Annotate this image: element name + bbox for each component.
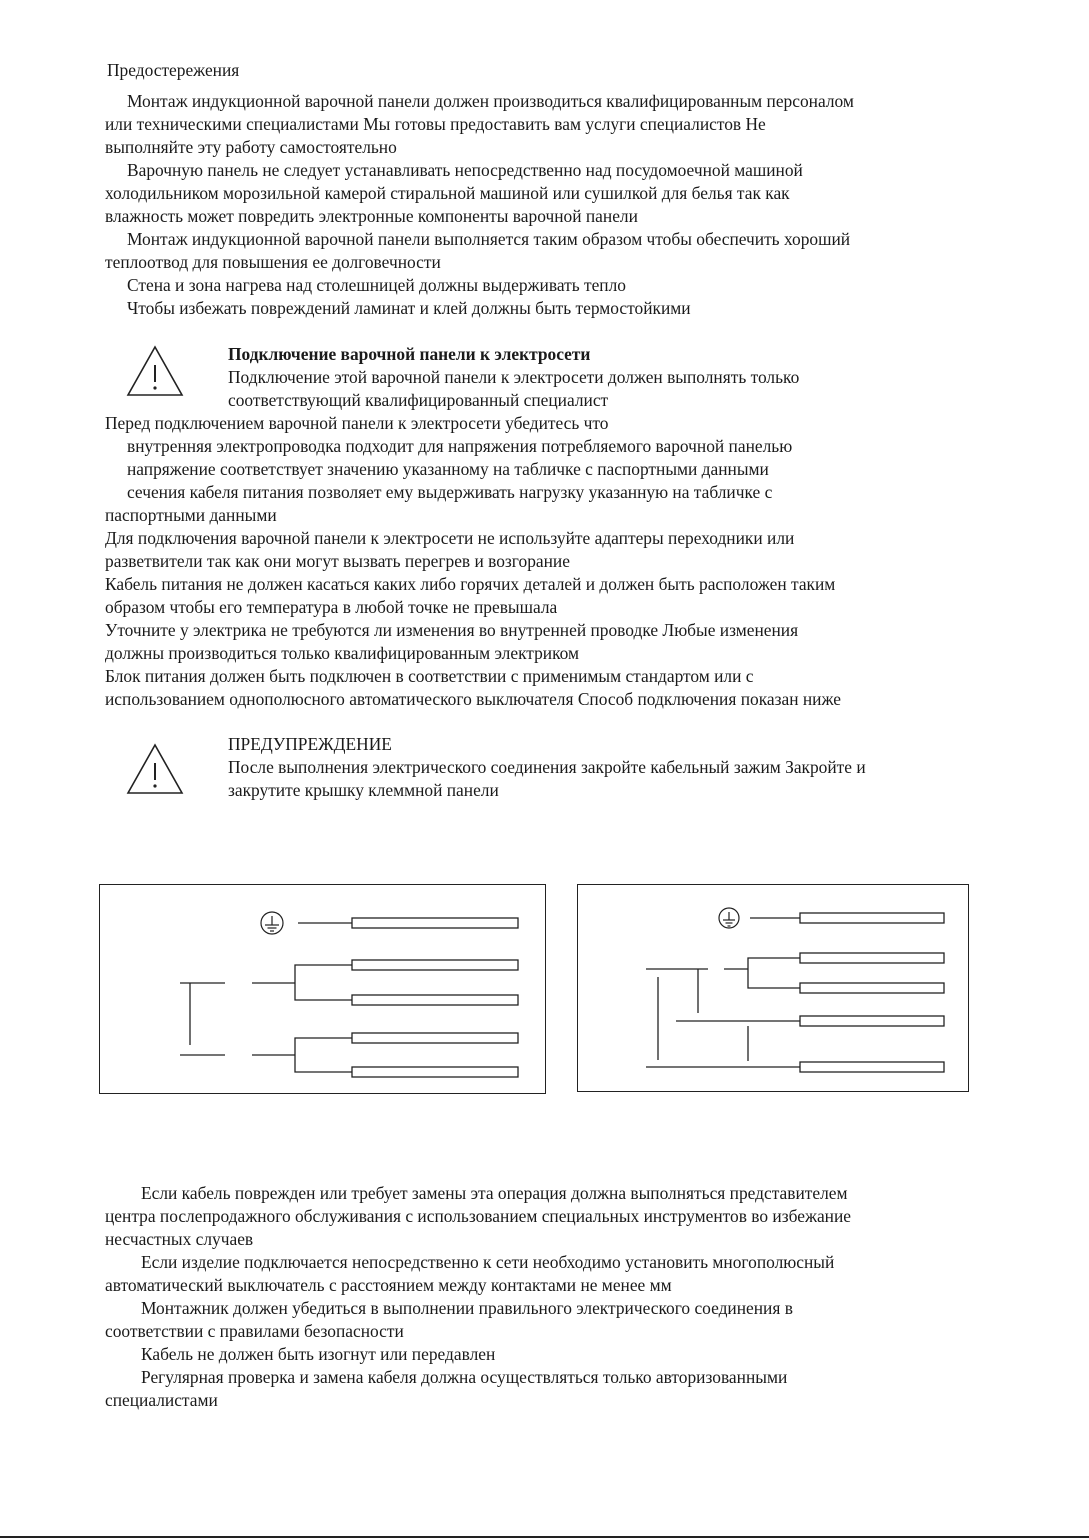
wiring-diagram-single-phase xyxy=(99,884,546,1094)
connection-line: Для подключения варочной панели к электросети не используйте адаптеры переходники или xyxy=(105,528,795,548)
cable-note-line: центра послепродажного обслуживания с использованием специальных инструментов во избежание xyxy=(105,1206,852,1226)
ground-symbol-icon xyxy=(261,912,283,934)
warning-line: закрутите крышку клеммной панели xyxy=(228,780,499,800)
terminal-bar xyxy=(800,983,944,993)
precaution-line: Монтаж индукционной варочной панели выполняется таким образом чтобы обеспечить хороший xyxy=(127,229,851,249)
cable-note-line: соответствии с правилами безопасности xyxy=(105,1321,404,1341)
terminal-bar xyxy=(800,913,944,923)
cable-note-line: Монтажник должен убедиться в выполнении правильного электрического соединения в xyxy=(141,1298,793,1318)
connection-intro-line: соответствующий квалифицированный специалист xyxy=(228,390,609,410)
precaution-line: Стена и зона нагрева над столешницей должны выдерживать тепло xyxy=(127,275,626,295)
precaution-line: Варочную панель не следует устанавливать непосредственно над посудомоечной машиной xyxy=(127,160,803,180)
connection-heading: Подключение варочной панели к электросети xyxy=(228,344,591,364)
page-bottom-rule xyxy=(0,1536,1089,1538)
precaution-line: выполняйте эту работу самостоятельно xyxy=(105,137,397,157)
connection-line: разветвители так как они могут вызвать перегрев и возгорание xyxy=(105,551,570,571)
connection-line: Перед подключением варочной панели к электросети убедитесь что xyxy=(105,413,609,433)
terminal-bar xyxy=(352,1033,518,1043)
connection-line: Кабель питания не должен касаться каких либо горячих деталей и должен быть расположен таким xyxy=(105,574,836,594)
cable-note-line: Регулярная проверка и замена кабеля должна осуществляться только авторизованными xyxy=(141,1367,788,1387)
connection-line: паспортными данными xyxy=(105,505,277,525)
cable-note-line: Если изделие подключается непосредственно к сети необходимо установить многополюсный xyxy=(141,1252,835,1272)
connection-line: должны производиться только квалифицированным электриком xyxy=(105,643,580,663)
connection-line: Уточните у электрика не требуются ли изменения во внутренней проводке Любые изменения xyxy=(105,620,799,640)
connection-line: использованием однополюсного автоматического выключателя Способ подключения показан ниже xyxy=(105,689,841,709)
cable-note-line: Если кабель поврежден или требует замены эта операция должна выполняться представителем xyxy=(141,1183,848,1203)
page-title: Предостережения xyxy=(107,60,240,80)
cable-note-line: автоматический выключатель с расстоянием между контактами не менее мм xyxy=(105,1275,672,1295)
connection-intro-line: Подключение этой варочной панели к электросети должен выполнять только xyxy=(228,367,800,387)
warning-triangle-icon xyxy=(126,743,184,795)
precaution-line: теплоотвод для повышения ее долговечности xyxy=(105,252,441,272)
precaution-line: или техническими специалистами Мы готовы предоставить вам услуги специалистов Не xyxy=(105,114,766,134)
connection-line: образом чтобы его температура в любой точке не превышала xyxy=(105,597,558,617)
precaution-line: Чтобы избежать повреждений ламинат и клей должны быть термостойкими xyxy=(127,298,691,318)
precaution-line: Монтаж индукционной варочной панели должен производиться квалифицированным персоналом xyxy=(127,91,854,111)
ground-symbol-icon xyxy=(719,908,739,928)
terminal-bar xyxy=(800,953,944,963)
connection-line: сечения кабеля питания позволяет ему выдерживать нагрузку указанную на табличке с xyxy=(127,482,773,502)
warning-triangle-icon xyxy=(126,345,184,397)
terminal-bar xyxy=(800,1016,944,1026)
connection-line: Блок питания должен быть подключен в соответствии с применимым стандартом или с xyxy=(105,666,754,686)
terminal-bar xyxy=(800,1062,944,1072)
wiring-diagram-two-phase xyxy=(577,884,969,1092)
warning-line: После выполнения электрического соединения закройте кабельный зажим Закройте и xyxy=(228,757,866,777)
cable-note-line: несчастных случаев xyxy=(105,1229,254,1249)
cable-note-line: Кабель не должен быть изогнут или передавлен xyxy=(141,1344,496,1364)
cable-note-line: специалистами xyxy=(105,1390,218,1410)
terminal-bar xyxy=(352,960,518,970)
terminal-bar xyxy=(352,918,518,928)
connection-line: напряжение соответствует значению указанному на табличке с паспортными данными xyxy=(127,459,769,479)
warning-heading: ПРЕДУПРЕЖДЕНИЕ xyxy=(228,734,392,754)
connection-line: внутренняя электропроводка подходит для напряжения потребляемого варочной панелью xyxy=(127,436,793,456)
terminal-bar xyxy=(352,995,518,1005)
precaution-line: влажность может повредить электронные компоненты варочной панели xyxy=(105,206,638,226)
terminal-bar xyxy=(352,1067,518,1077)
precaution-line: холодильником морозильной камерой стиральной машиной или сушилкой для белья так как xyxy=(105,183,790,203)
